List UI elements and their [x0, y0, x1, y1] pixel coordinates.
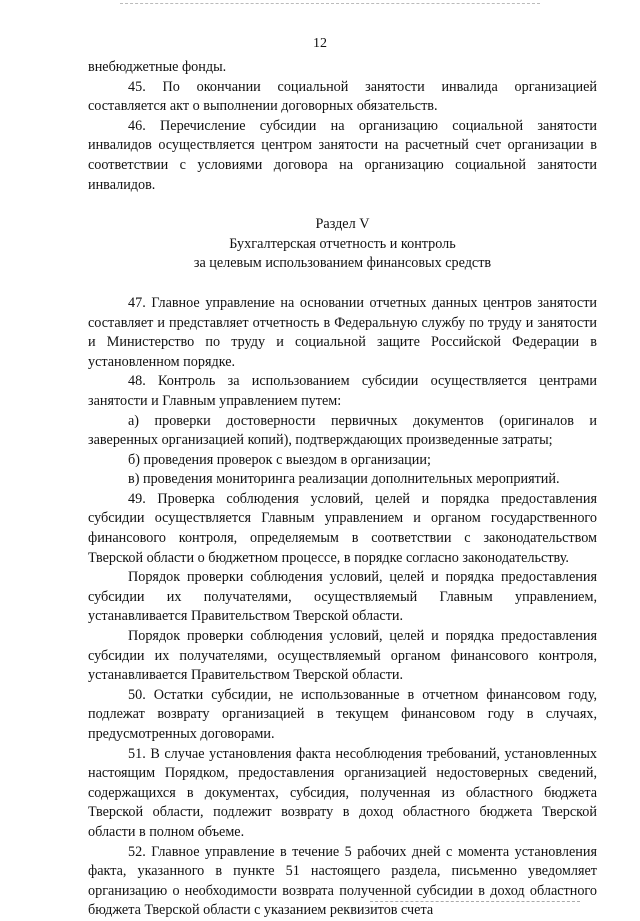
paragraph-50: 50. Остатки субсидии, не использованные в отчетном финансовом году, подлежат возврату организацией в текущем финансовом году в случаях, предусмотренных договорами. [88, 686, 597, 742]
scan-edge-bottom [370, 901, 580, 903]
paragraph-continuation: внебюджетные фонды. [88, 59, 227, 75]
paragraph-47: 47. Главное управление на основании отчетных данных центров занятости составляет и представляет отчетность в Федеральную службу по труду и занятости и Министерство по труду и социальной защите Российской Федерации в установленном порядке. [88, 294, 597, 370]
paragraph-48-c: в) проведения мониторинга реализации дополнительных мероприятий. [128, 471, 560, 488]
section-subtitle-line-2: за целевым использованием финансовых средств [193, 255, 492, 272]
paragraph-45: 45. По окончании социальной занятости инвалида организацией составляется акт о выполнении договорных обязательств. [88, 78, 597, 115]
paragraph-48-b: б) проведения проверок с выездом в организации; [128, 451, 431, 468]
paragraph-49: 49. Проверка соблюдения условий, целей и порядка предоставления субсидии осуществляется Главным управлением и органом государственного финансового контроля, определяемым в соответствии с законодательством Тверской области о бюджетном процессе, в порядке согласно законодательству. [88, 490, 597, 566]
paragraph-52: 52. Главное управление в течение 5 рабочих дней с момента установления факта, указанного в пункте 51 настоящего раздела, письменно уведомляет организацию о необходимости возврата полученной субсидии в доход областного бюджета Тверской области с указанием реквизитов счета [88, 843, 597, 919]
section-spacer [88, 274, 597, 294]
paragraph-51: 51. В случае установления факта несоблюдения требований, установленных настоящим Порядком, предоставления организацией недостоверных сведений, содержащихся в документах, субсидия, полученная из областного бюджета Тверской области, подлежит возврату в доход областного бюджета Тверской области в полном объеме. [88, 745, 597, 840]
section-subtitle-line-1: Бухгалтерская отчетность и контроль [229, 235, 456, 252]
paragraph-46: 46. Перечисление субсидии на организацию социальной занятости инвалидов осуществляется центром занятости на расчетный счет организации в соответствии с условиями договора на организацию социальной занятости инвалидов. [88, 117, 597, 193]
page-number: 12 [313, 36, 327, 51]
paragraph-48-a: а) проверки достоверности первичных документов (оригиналов и заверенных организацией копий), подтверждающих произведенные затраты; [88, 412, 597, 449]
document-body [88, 58, 597, 921]
paragraph-49-order-2: Порядок проверки соблюдения условий, целей и порядка предоставления субсидии их получателями, осуществляемый органом финансового контроля, устанавливается Правительством Тверской области. [88, 628, 597, 684]
paragraph-49-order-1: Порядок проверки соблюдения условий, целей и порядка предоставления субсидии их получателями, осуществляемый Главным управлением, устанавливается Правительством Тверской области. [88, 569, 597, 625]
paragraph-48: 48. Контроль за использованием субсидии осуществляется центрами занятости и Главным управлением путем: [88, 373, 597, 409]
scan-edge-top [120, 3, 540, 5]
section-title: Раздел V [315, 216, 370, 233]
